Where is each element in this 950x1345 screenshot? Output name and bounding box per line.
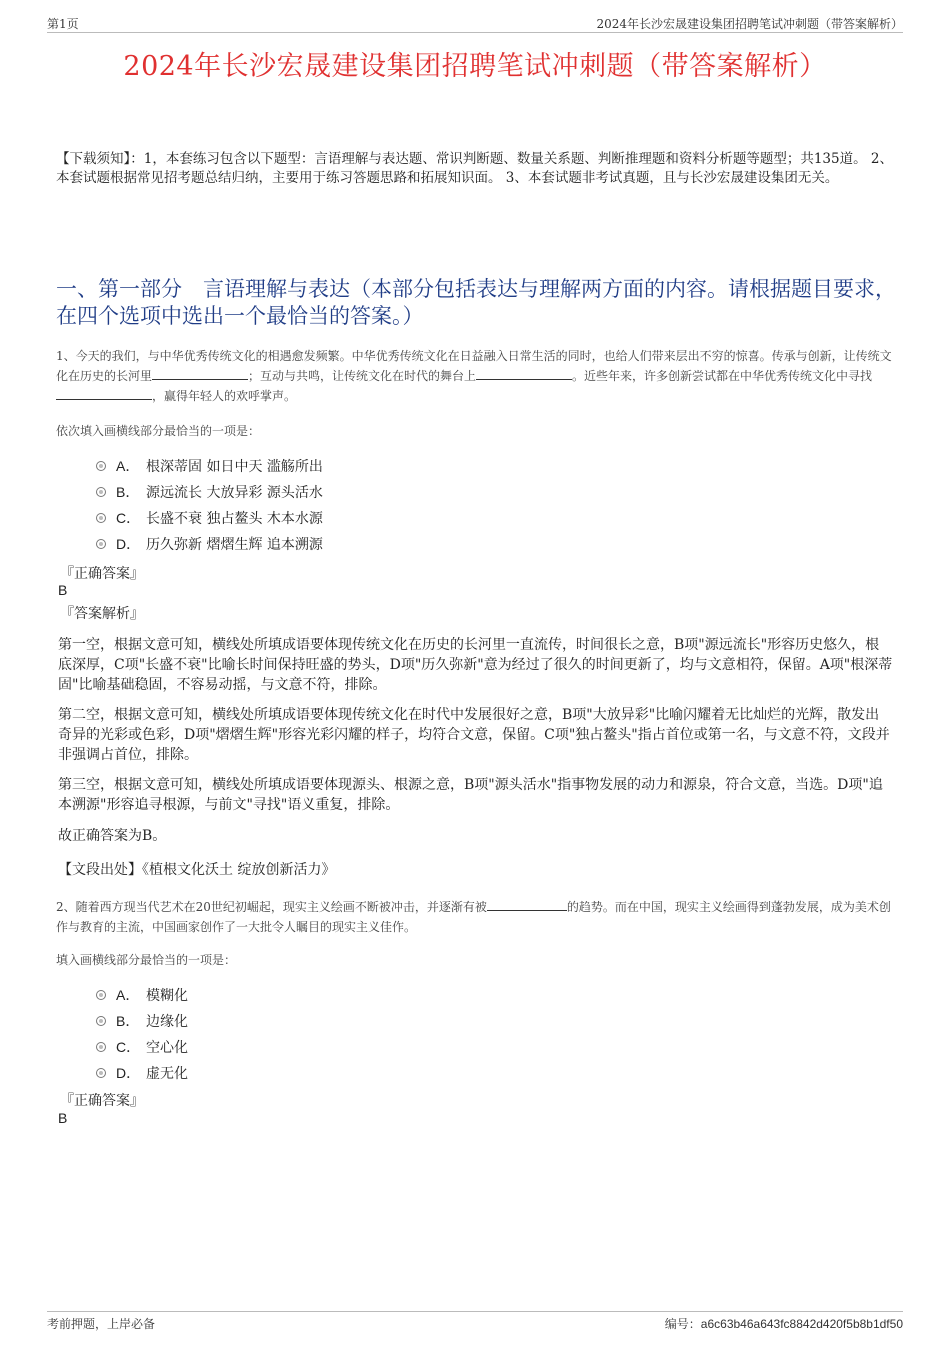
analysis-label: 『答案解析』 <box>60 606 144 622</box>
question-1-stem: 1、今天的我们，与中华优秀传统文化的相遇愈发频繁。中华优秀传统文化在日益融入日常生活的同时，也给人们带来层出不穷的惊喜。传承与创新，让传统文化在历史的长河里 ；互动与共鸣，让传统文化在时代的舞台上 。近些年来，许多创新尝试都在中华优秀传统文化中寻找，赢得年轻人的欢呼掌声。 <box>56 349 892 403</box>
page-header <box>47 14 903 33</box>
correct-answer: B <box>58 1110 68 1126</box>
radio-icon[interactable] <box>96 1042 106 1052</box>
option-b[interactable]: B． 源远流长 大放异彩 源头活水 <box>96 479 323 505</box>
section-heading: 一、第一部分 言语理解与表达（本部分包括表达与理解两方面的内容。请根据题目要求，在四个选项中选出一个最恰当的答案。） <box>56 277 896 328</box>
analysis-paragraph-2: 第二空，根据文意可知，横线处所填成语要体现传统文化在时代中发展很好之意，B项"大放异彩"比喻闪耀着无比灿烂的光辉，散发出奇异的光彩或色彩，D项"熠熠生辉"形容光彩闪耀的样子，均符合文意，保留。C项"独占鳌头"指占首位或第一名，与文意不符，文段并非强调占首位，排除。 <box>58 707 890 763</box>
page-footer <box>47 1311 903 1332</box>
radio-icon[interactable] <box>96 539 106 549</box>
radio-icon[interactable] <box>96 513 106 523</box>
header-doc-title: 2024年长沙宏晟建设集团招聘笔试冲刺题（带答案解析） <box>596 16 903 31</box>
option-a[interactable]: A． 模糊化 <box>96 982 188 1008</box>
radio-icon[interactable] <box>96 1068 106 1078</box>
analysis-conclusion: 故正确答案为B。 <box>58 828 167 844</box>
analysis-paragraph-1: 第一空，根据文意可知，横线处所填成语要体现传统文化在历史的长河里一直流传，时间很长之意，B项"源远流长"形容历史悠久，根底深厚，C项"长盛不衰"比喻长时间保持旺盛的势头，D项"历久弥新"意为经过了很久的时间更新了，均与文意相符，保留。A项"根深蒂固"比喻基础稳固，不容易动摇，与文意不符，排除。 <box>58 637 893 693</box>
question-2-prompt: 填入画横线部分最恰当的一项是： <box>56 953 237 967</box>
question-1-options <box>96 453 323 557</box>
question-2-stem: 2、随着西方现当代艺术在20世纪初崛起，现实主义绘画不断被冲击，并逐渐有被 的趋势。而在中国，现实主义绘画得到蓬勃发展，成为美术创作与教育的主流，中国画家创作了一大批令人瞩目的现实主义佳作。 <box>56 900 891 934</box>
question-2-options <box>96 982 188 1086</box>
question-1-prompt: 依次填入画横线部分最恰当的一项是： <box>56 424 261 438</box>
radio-icon[interactable] <box>96 990 106 1000</box>
radio-icon[interactable] <box>96 487 106 497</box>
option-d[interactable]: D． 历久弥新 熠熠生辉 追本溯源 <box>96 531 323 557</box>
fill-blank <box>56 387 152 400</box>
option-a[interactable]: A． 根深蒂固 如日中天 滥觞所出 <box>96 453 323 479</box>
fill-blank <box>487 898 567 911</box>
option-b[interactable]: B． 边缘化 <box>96 1008 188 1034</box>
text-source: 【文段出处】《植根文化沃土 绽放创新活力》 <box>58 862 336 878</box>
page-number: 第1页 <box>47 16 79 31</box>
radio-icon[interactable] <box>96 461 106 471</box>
radio-icon[interactable] <box>96 1016 106 1026</box>
option-c[interactable]: C． 长盛不衰 独占鳌头 木本水源 <box>96 505 323 531</box>
answer-label: 『正确答案』 <box>60 1093 144 1109</box>
analysis-paragraph-3: 第三空，根据文意可知，横线处所填成语要体现源头、根源之意，B项"源头活水"指事物发展的动力和源泉，符合文意，当选。D项"追本溯源"形容追寻根源，与前文"寻找"语义重复，排除。 <box>58 777 883 813</box>
option-d[interactable]: D． 虚无化 <box>96 1060 188 1086</box>
document-title: 2024年长沙宏晟建设集团招聘笔试冲刺题（带答案解析） <box>123 51 827 82</box>
footer-slogan: 考前押题，上岸必备 <box>47 1317 156 1331</box>
answer-label: 『正确答案』 <box>60 566 144 582</box>
document-code: 编号：a6c63b46a643fc8842d420f5b8b1df50 <box>664 1317 903 1331</box>
fill-blank <box>152 367 248 380</box>
fill-blank <box>476 367 572 380</box>
correct-answer: B <box>58 582 68 598</box>
option-c[interactable]: C． 空心化 <box>96 1034 188 1060</box>
download-notice: 【下载须知】：1，本套练习包含以下题型：言语理解与表达题、常识判断题、数量关系题、判断推理题和资料分析题等题型；共135道。 2、本套试题根据常见招考题总结归纳，主要用于练习答题思路和拓展知识面。 3、本套试题非考试真题，且与长沙宏晟建设集团无关。 <box>56 151 893 186</box>
